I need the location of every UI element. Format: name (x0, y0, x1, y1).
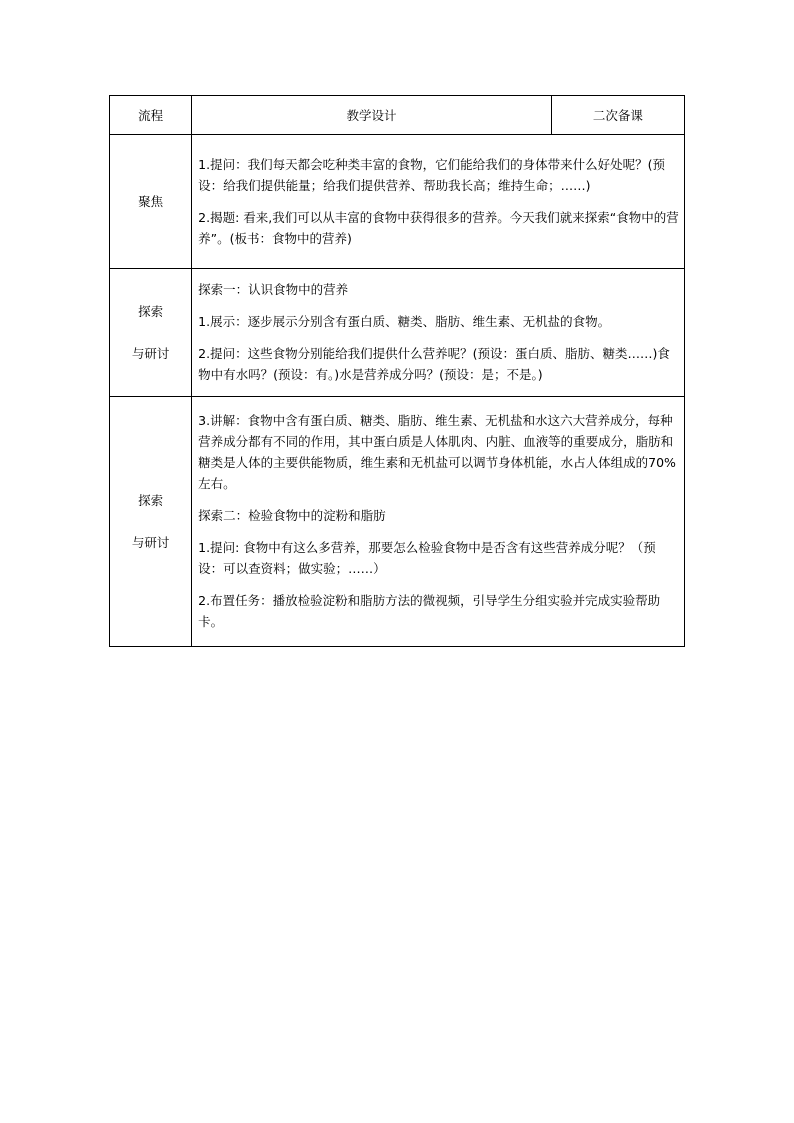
table-row-focus (110, 135, 685, 269)
design-paragraph: 1.展示：逐步展示分别含有蛋白质、糖类、脂肪、维生素、无机盐的食物。 (198, 314, 611, 329)
design-content-cell (192, 269, 685, 397)
flow-cell (110, 397, 192, 647)
table-header-row (110, 96, 685, 135)
design-paragraph: 1.提问：我们每天都会吃种类丰富的食物，它们能给我们的身体带来什么好处呢？(预设：给我们提供能量；给我们提供营养、帮助我长高；维持生命；……) (198, 156, 665, 193)
design-paragraph: 探索一：认识食物中的营养 (198, 282, 349, 297)
flow-label: 探索 (138, 303, 164, 319)
table-row-explore-1 (110, 269, 685, 397)
design-paragraph: 1.提问: 食物中有这么多营养，那要怎么检验食物中是否含有这些营养成分呢？（预设：可以查资料；做实验；……） (198, 540, 656, 576)
design-paragraph: 2.布置任务：播放检验淀粉和脂肪方法的微视频，引导学生分组实验并完成实验帮助卡。 (198, 593, 661, 629)
design-content-cell (192, 135, 685, 269)
flow-cell (110, 269, 192, 397)
flow-cell (110, 135, 192, 269)
flow-label: 与研讨 (131, 534, 170, 550)
design-paragraph: 2.提问：这些食物分别能给我们提供什么营养呢？(预设：蛋白质、脂肪、糖类……)食物中有水吗？(预设：有。)水是营养成分吗？(预设：是；不是。) (198, 346, 670, 382)
table-row-explore-2 (110, 397, 685, 647)
header-backup: 二次备课 (551, 96, 684, 135)
header-flow: 流程 (110, 96, 192, 135)
flow-label: 聚焦 (138, 193, 164, 209)
design-content-cell (192, 397, 685, 647)
header-design: 教学设计 (192, 96, 552, 135)
design-paragraph: 2.揭题: 看来,我们可以从丰富的食物中获得很多的营养。今天我们就来探索“食物中的营养”。(板书：食物中的营养) (198, 209, 679, 246)
lesson-plan-table (109, 95, 685, 647)
design-paragraph: 3.讲解：食物中含有蛋白质、糖类、脂肪、维生素、无机盐和水这六大营养成分，每种营养成分都有不同的作用，其中蛋白质是人体肌肉、内脏、血液等的重要成分，脂肪和糖类是人体的主要供能物质，维生素和无机盐可以调节身体机能，水占人体组成的70%左右。 (198, 413, 676, 491)
design-paragraph: 探索二：检验食物中的淀粉和脂肪 (198, 508, 386, 523)
flow-label: 与研讨 (131, 345, 170, 361)
flow-label: 探索 (138, 492, 164, 508)
